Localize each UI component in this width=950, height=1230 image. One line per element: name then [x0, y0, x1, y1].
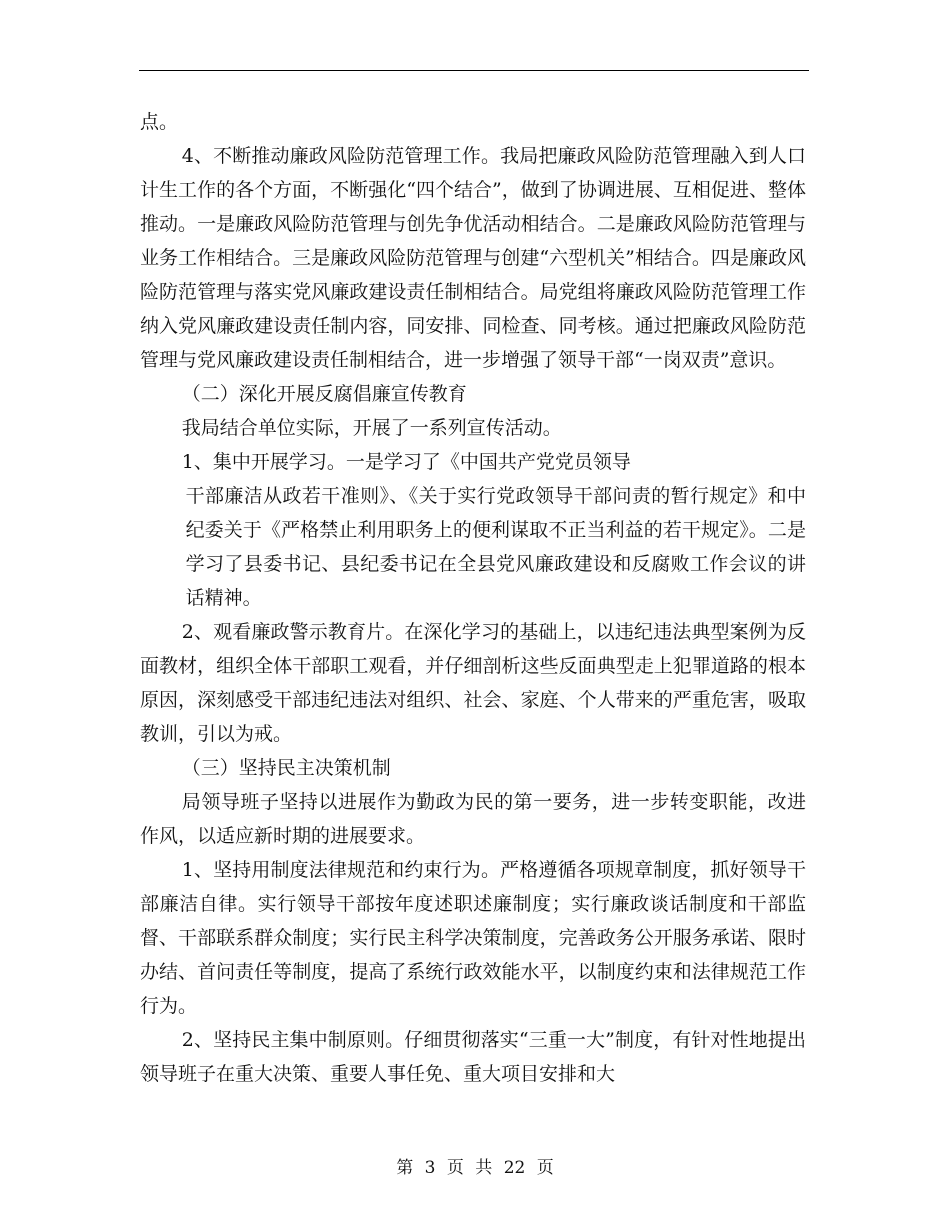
paragraph-continuation: 点。 — [140, 111, 179, 133]
paragraph-item-1-study: 1、集中开展学习。一是学习了《中国共产党党员领导 — [181, 451, 631, 473]
section-heading-2: （二）深化开展反腐倡廉宣传教育 — [181, 383, 467, 405]
paragraph-leadership: 局领导班子坚持以进展作为勤政为民的第一要务，进一步转变职能，改进作风，以适应新时期的进展要求。 — [140, 791, 806, 847]
section-heading-3: （三）坚持民主决策机制 — [181, 757, 391, 779]
page-footer: 第 3 页 共 22 页 — [396, 1158, 554, 1178]
paragraph-item-1-continued: 干部廉洁从政若干准则》、《关于实行党政领导干部问责的暂行规定》和中纪委关于《严格禁止利用职务上的便利谋取不正当利益的若干规定》。二是学习了县委书记、县纪委书记在全县党风廉政建设和反腐败工作会议的讲话精神。 — [185, 485, 806, 609]
header-rule — [139, 70, 809, 71]
paragraph-item-4: 4、不断推动廉政风险防范管理工作。我局把廉政风险防范管理融入到人口计生工作的各个方面，不断强化“四个结合”，做到了协调进展、互相促进、整体推动。一是廉政风险防范管理与创先争优活动相结合。二是廉政风险防范管理与业务工作相结合。三是廉政风险防范管理与创建“六型机关”相结合。四是廉政风险防范管理与落实党风廉政建设责任制相结合。局党组将廉政风险防范管理工作纳入党风廉政建设责任制内容，同安排、同检查、同考核。通过把廉政风险防范管理与党风廉政建设责任制相结合，进一步增强了领导干部“一岗双责”意识。 — [140, 145, 806, 371]
paragraph-item-1-rules: 1、坚持用制度法律规范和约束行为。严格遵循各项规章制度，抓好领导干部廉洁自律。实行领导干部按年度述职述廉制度；实行廉政谈话制度和干部监督、干部联系群众制度；实行民主科学决策制度，完善政务公开服务承诺、限时办结、首问责任等制度，提高了系统行政效能水平，以制度约束和法律规范工作行为。 — [140, 859, 806, 1017]
paragraph-item-2-video: 2、观看廉政警示教育片。在深化学习的基础上，以违纪违法典型案例为反面教材，组织全体干部职工观看，并仔细剖析这些反面典型走上犯罪道路的根本原因，深刻感受干部违纪违法对组织、社会、家庭、个人带来的严重危害，吸取教训，引以为戒。 — [140, 621, 806, 745]
document-body — [140, 105, 806, 1091]
paragraph-item-2-democracy: 2、坚持民主集中制原则。仔细贯彻落实“三重一大”制度，有针对性地提出领导班子在重大决策、重要人事任免、重大项目安排和大 — [140, 1029, 806, 1085]
paragraph-intro: 我局结合单位实际，开展了一系列宣传活动。 — [181, 417, 562, 439]
